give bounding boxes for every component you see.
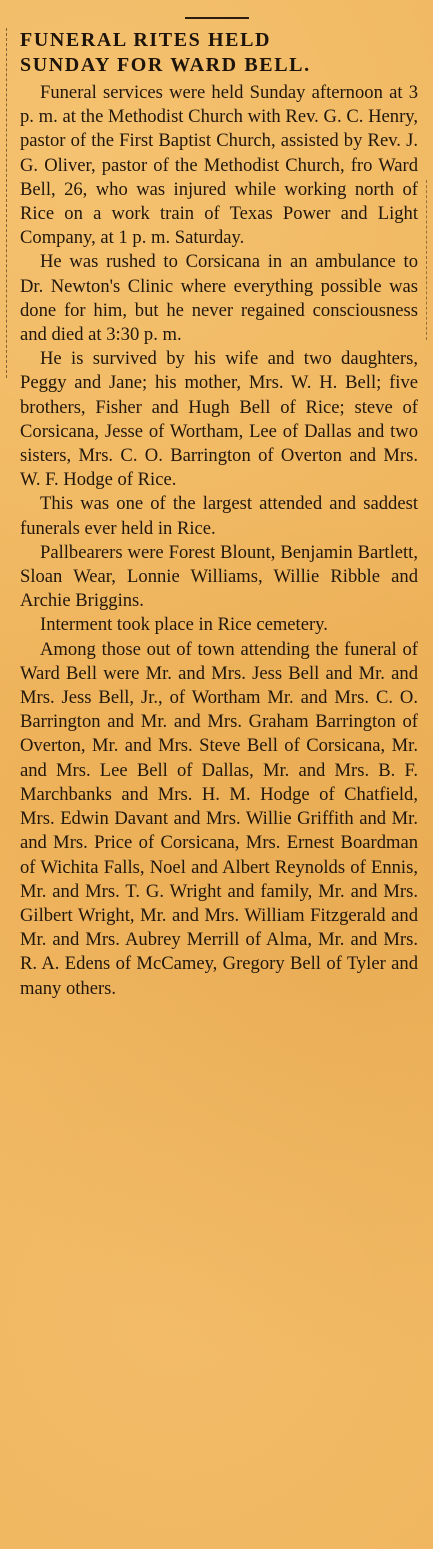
headline-line-2: SUNDAY FOR WARD BELL. — [20, 54, 311, 76]
paragraph-funeral-services: Funeral services were held Sunday afternoon at 3 p. m. at the Methodist Church with Rev. G. C. Henry, pastor of the First Baptist Church, assisted by Rev. J. G. Oliver, pastor of the Methodist Church, fro Ward Bell, 26, who was injured while working north of Rice on a work train of Texas Power and Light Company, at 1 p. m. Saturday. — [20, 82, 418, 249]
column-top-rule — [185, 17, 249, 19]
paragraph-pallbearers: Pallbearers were Forest Blount, Benjamin Bartlett, Sloan Wear, Lonnie Williams, Willie Ribble and Archie Briggins. — [20, 541, 418, 612]
headline — [20, 28, 420, 78]
paragraph-largest-funeral: This was one of the largest attended and saddest funerals ever held in Rice. — [20, 493, 418, 539]
column-right-rule — [426, 180, 427, 340]
paragraph-out-of-town-attendees: Among those out of town attending the funeral of Ward Bell were Mr. and Mrs. Jess Bell and Mr. and Mrs. Jess Bell, Jr., of Wortham Mr. and Mrs. C. O. Barrington and Mr. and Mrs. Graham Barrington of Overton, Mr. and Mrs. Steve Bell of Corsicana, Mr. and Mrs. Lee Bell of Dallas, Mr. and Mrs. B. F. Marchbanks and Mrs. H. M. Hodge of Chatfield, Mrs. Edwin Davant and Mrs. Willie Griffith and Mr. and Mrs. Price of Corsicana, Mrs. Ernest Boardman of Wichita Falls, Noel and Albert Reynolds of Ennis, Mr. and Mrs. T. G. Wright and family, Mr. and Mrs. Gilbert Wright, Mr. and Mrs. William Fitzgerald and Mr. and Mrs. Aubrey Merrill of Alma, Mr. and Mrs. R. A. Edens of McCamey, Gregory Bell of Tyler and many others. — [20, 638, 418, 999]
paragraph-interment: Interment took place in Rice cemetery. — [40, 614, 328, 636]
headline-line-1: FUNERAL RITES HELD — [20, 29, 272, 51]
paragraph-survivors: He is survived by his wife and two daughters, Peggy and Jane; his mother, Mrs. W. H. Bell; five brothers, Fisher and Hugh Bell of Rice; steve of Corsicana, Jesse of Wortham, Lee of Dallas and two sisters, Mrs. C. O. Barrington of Overton and Mrs. W. F. Hodge of Rice. — [20, 348, 418, 491]
column-left-rule — [6, 28, 7, 378]
paragraph-rushed-to-clinic: He was rushed to Corsicana in an ambulance to Dr. Newton's Clinic where everything possible was done for him, but he never regained consciousness and died at 3:30 p. m. — [20, 251, 418, 346]
article-body — [20, 81, 418, 1001]
